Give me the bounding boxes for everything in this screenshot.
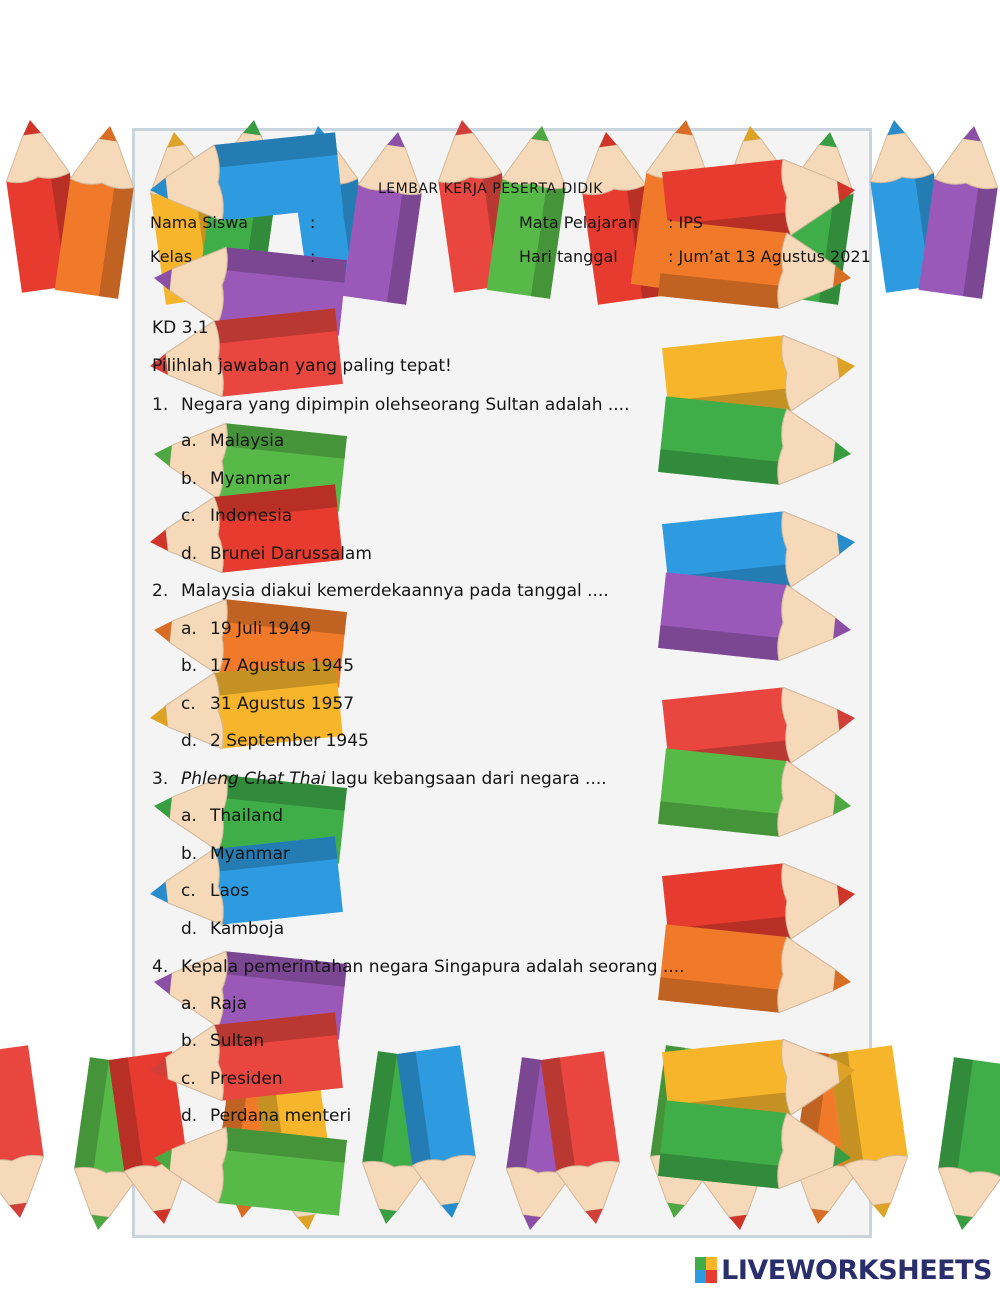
worksheet-title: LEMBAR KERJA PESERTA DIDIK xyxy=(378,181,603,197)
class-separator: : xyxy=(310,247,316,266)
option-text[interactable]: Presiden xyxy=(210,1069,283,1089)
anthem-title: Phleng Chat Thai xyxy=(181,769,326,789)
question-text: Kepala pemerintahan negara Singapura adalah seorang .... xyxy=(181,957,685,977)
option-letter[interactable]: a. xyxy=(181,806,197,826)
option-text[interactable]: Brunei Darussalam xyxy=(210,544,372,564)
option-text[interactable]: 31 Agustus 1957 xyxy=(210,694,355,714)
option-letter[interactable]: b. xyxy=(181,656,198,676)
option-text[interactable]: Myanmar xyxy=(210,469,290,489)
option-text[interactable]: Kamboja xyxy=(210,919,285,939)
option-letter[interactable]: d. xyxy=(181,1106,198,1126)
question-number: 4. xyxy=(152,957,169,977)
option-letter[interactable]: d. xyxy=(181,731,198,751)
option-letter[interactable]: c. xyxy=(181,694,196,714)
option-text[interactable]: Myanmar xyxy=(210,844,290,864)
option-letter[interactable]: c. xyxy=(181,506,196,526)
option-text[interactable]: Laos xyxy=(210,881,250,901)
liveworksheets-watermark xyxy=(695,1253,992,1287)
watermark-text: LIVEWORKSHEETS xyxy=(721,1254,992,1286)
option-letter[interactable]: b. xyxy=(181,844,198,864)
kd-label: KD 3.1 xyxy=(152,318,209,338)
instruction: Pilihlah jawaban yang paling tepat! xyxy=(152,356,452,376)
option-text[interactable]: Perdana menteri xyxy=(210,1106,352,1126)
logo-tile xyxy=(706,1270,717,1283)
option-letter[interactable]: b. xyxy=(181,469,198,489)
option-letter[interactable]: c. xyxy=(181,881,196,901)
date-value: : Jum’at 13 Agustus 2021 xyxy=(668,247,871,266)
option-text[interactable]: Raja xyxy=(210,994,247,1014)
question-text-rest: lagu kebangsaan dari negara .... xyxy=(325,769,607,789)
option-text[interactable]: 17 Agustus 1945 xyxy=(210,656,355,676)
option-text[interactable]: Malaysia xyxy=(210,431,285,451)
logo-tile xyxy=(706,1257,717,1270)
option-letter[interactable]: a. xyxy=(181,994,197,1014)
student-name-separator: : xyxy=(310,213,316,232)
logo-tile xyxy=(695,1257,706,1270)
subject-label: Mata Pelajaran xyxy=(519,213,638,232)
option-text[interactable]: 19 Juli 1949 xyxy=(210,619,311,639)
option-letter[interactable]: d. xyxy=(181,544,198,564)
class-label: Kelas xyxy=(150,247,193,266)
option-letter[interactable]: b. xyxy=(181,1031,198,1051)
question-number: 1. xyxy=(152,395,169,415)
option-letter[interactable]: a. xyxy=(181,619,197,639)
question-text xyxy=(181,769,607,789)
logo-tile xyxy=(695,1270,706,1283)
option-text[interactable]: Indonesia xyxy=(210,506,293,526)
date-label: Hari tanggal xyxy=(519,247,618,266)
liveworksheets-logo xyxy=(695,1257,717,1283)
option-letter[interactable]: c. xyxy=(181,1069,196,1089)
option-letter[interactable]: d. xyxy=(181,919,198,939)
question-text: Malaysia diakui kemerdekaannya pada tanggal .... xyxy=(181,581,609,601)
question-text: Negara yang dipimpin olehseorang Sultan adalah .... xyxy=(181,395,630,415)
question-number: 2. xyxy=(152,581,169,601)
option-text[interactable]: Thailand xyxy=(210,806,284,826)
option-letter[interactable]: a. xyxy=(181,431,197,451)
option-text[interactable]: 2 September 1945 xyxy=(210,731,369,751)
option-text[interactable]: Sultan xyxy=(210,1031,265,1051)
subject-value: : IPS xyxy=(668,213,703,232)
question-number: 3. xyxy=(152,769,169,789)
student-name-label: Nama Siswa xyxy=(150,213,249,232)
